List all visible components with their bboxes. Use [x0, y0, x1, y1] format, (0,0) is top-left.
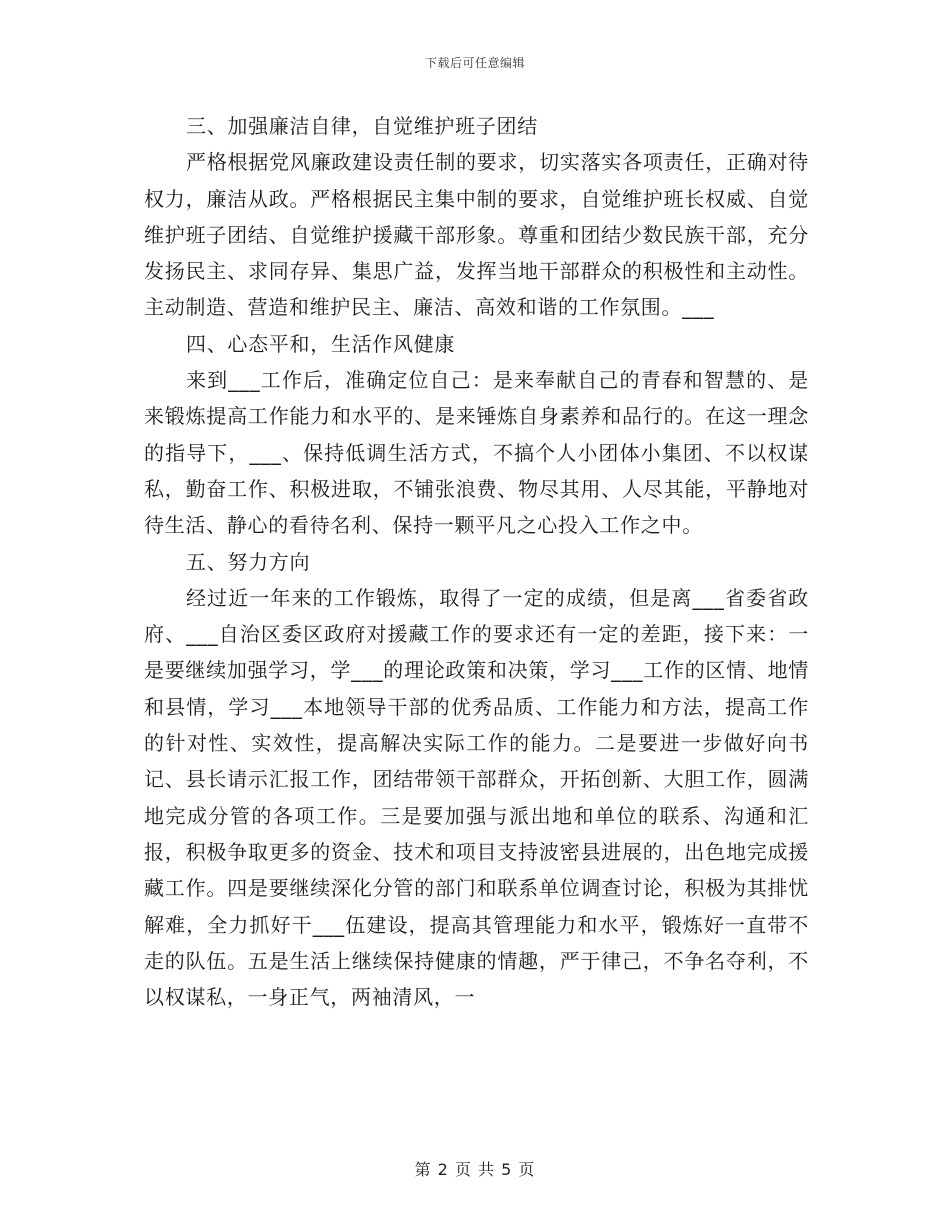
section-paragraph-3: 严格根据党风廉政建设责任制的要求，切实落实各项责任，正确对待权力，廉洁从政。严格根据民主集中制的要求，自觉维护班长权威、自觉维护班子团结、自觉维护援藏干部形象。尊重和团结少数民族干部，充分发扬民主、求同存异、集思广益，发挥当地干部群众的积极性和主动性。主动制造、营造和维护民主、廉洁、高效和谐的工作氛围。___: [144, 150, 809, 320]
section-heading-3: 三、加强廉洁自律，自觉维护班子团结: [186, 114, 538, 138]
section-heading-5: 五、努力方向: [186, 549, 311, 574]
page-number: 第 2 页 共 5 页: [414, 1160, 536, 1179]
header-note: 下载后可任意编辑: [424, 56, 525, 70]
section-paragraph-4: 来到___工作后，准确定位自己：是来奉献自己的青春和智慧的、是来锻炼提高工作能力和水平的、是来锤炼自身素养和品行的。在这一理念的指导下，___、保持低调生活方式，不搞个人小团体小集团、不以权谋私，勤奋工作、积极进取，不铺张浪费、物尽其用、人尽其能，平静地对待生活、静心的看待名利、保持一颗平凡之心投入工作之中。: [144, 368, 809, 538]
document-body: [144, 108, 809, 1015]
section-heading-4: 四、心态平和，生活作风健康: [186, 331, 456, 356]
section-paragraph-5: 经过近一年来的工作锻炼，取得了一定的成绩，但是离___省委省政府、___自治区委区政府对援藏工作的要求还有一定的差距，接下来：一是要继续加强学习，学___的理论政策和决策，学习___工作的区情、地情和县情，学习___本地领导干部的优秀品质、工作能力和方法，提高工作的针对性、实效性，提高解决实际工作的能力。二是要进一步做好向书记、县长请示汇报工作，团结带领干部群众，开拓创新、大胆工作，圆满地完成分管的各项工作。三是要加强与派出地和单位的联系、沟通和汇报，积极争取更多的资金、技术和项目支持波密县进展的，出色地完成援藏工作。四是要继续深化分管的部门和联系单位调查讨论，积极为其排忧解难，全力抓好干___伍建设，提高其管理能力和水平，锻炼好一直带不走的队伍。五是生活上继续保持健康的情趣，严于律己，不争名夺利，不以权谋私，一身正气，两袖清风，一: [144, 585, 809, 1010]
